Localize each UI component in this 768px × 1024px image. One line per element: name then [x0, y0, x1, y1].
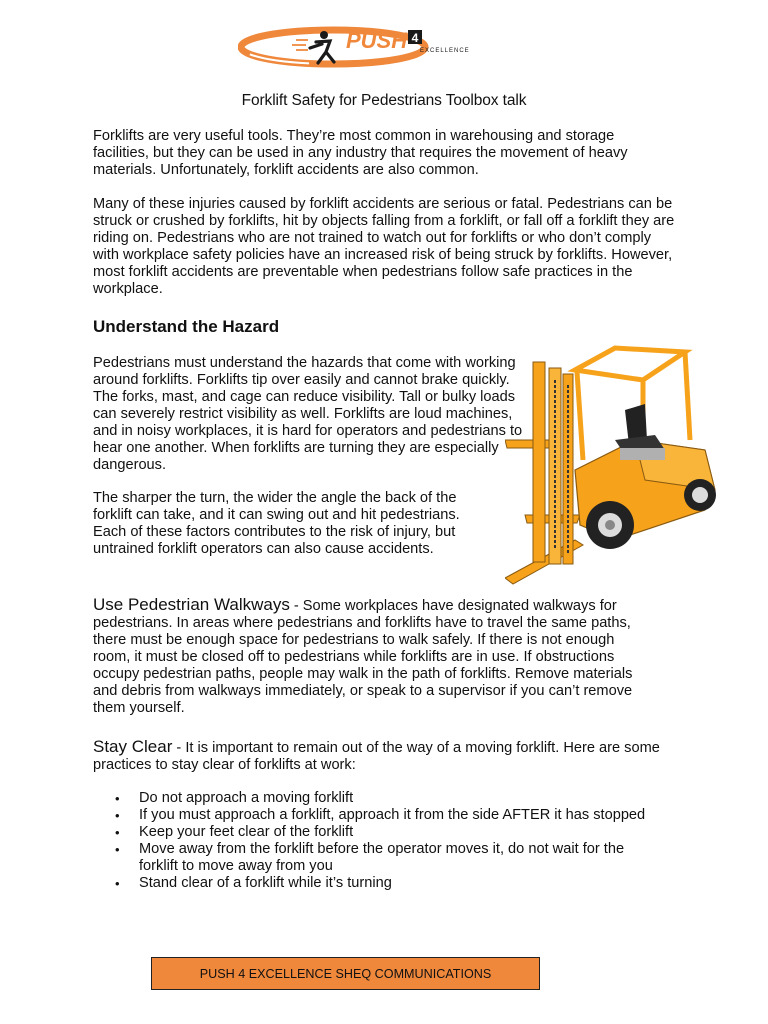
walkways-heading: Use Pedestrian Walkways	[93, 595, 290, 614]
push4excellence-logo	[238, 22, 498, 72]
walkways-text: - Some workplaces have designated walkways for pedestrians. In areas where pedestrians and forklifts have to travel the same paths, there must be enough space for pedestrians to walk safely. If there is not enough room, it must be closed off to pedestrians while forklifts are in use. If obstructions occupy pedestrian paths, people may walk in the path of forklifts. Remove materials and debris from walkways immediately, or speak to a supervisor if you can’t remove them yourself.	[93, 598, 633, 716]
forklift-icon	[505, 340, 725, 588]
list-item: • Move away from the forklift before the operator moves it, do not wait for the forklift to move away from you	[93, 841, 653, 875]
walkways-section	[93, 596, 653, 717]
list-item: • If you must approach a forklift, approach it from the side AFTER it has stopped	[93, 807, 653, 824]
hazard-paragraph-1: Pedestrians must understand the hazards that come with working around forklifts. Forklifts tip over easily and cannot brake quickly. The forks, mast, and cage can reduce visibility. Tall or bulky loads can severely restrict visibility as well. Forklifts are loud machines, and in noisy workplaces, it is hard for operators and pedestrians to hear one another. When forklifts are turning they are especially dangerous.	[93, 355, 523, 473]
stay-clear-list	[93, 790, 653, 892]
list-item: • Do not approach a moving forklift	[93, 790, 653, 807]
hazard-paragraph-2: The sharper the turn, the wider the angle the back of the forklift can take, and it can swing out and hit pedestrians. Each of these factors contributes to the risk of injury, but untrained forklift operators can also cause accidents.	[93, 490, 460, 557]
footer-text: PUSH 4 EXCELLENCE SHEQ COMMUNICATIONS	[199, 966, 492, 981]
stay-clear-text: - It is important to remain out of the way of a moving forklift. Here are some practices to stay clear of forklifts at work:	[93, 740, 660, 773]
logo-brand-text: PUSH	[346, 28, 408, 53]
document-title: Forklift Safety for Pedestrians Toolbox talk	[241, 92, 527, 109]
runner-figure	[292, 31, 334, 63]
logo-brand-number: 4	[411, 31, 419, 45]
logo-brand-sub: EXCELLENCE	[420, 48, 470, 54]
intro-paragraph-2: Many of these injuries caused by forklift accidents are serious or fatal. Pedestrians can be struck or crushed by forklifts, hit by objects falling from a forklift, or fall off a forklift they are riding on. Pedestrians who are not trained to watch out for forklifts or who don’t comply with workplace safety policies have an increased risk of being struck by forklifts. However, most forklift accidents are preventable when pedestrians follow safe practices in the workplace.	[93, 196, 675, 297]
footer-banner	[151, 957, 540, 990]
stay-clear-heading: Stay Clear	[93, 737, 173, 756]
hazard-heading: Understand the Hazard	[93, 317, 280, 336]
stay-clear-section	[93, 738, 683, 774]
intro-paragraph-1: Forklifts are very useful tools. They’re most common in warehousing and storage facilities, but they can be used in any industry that requires the movement of heavy materials. Unfortunately, forklift accidents are also common.	[93, 128, 628, 178]
list-item: • Stand clear of a forklift while it’s turning	[93, 875, 653, 892]
list-item: • Keep your feet clear of the forklift	[93, 824, 653, 841]
